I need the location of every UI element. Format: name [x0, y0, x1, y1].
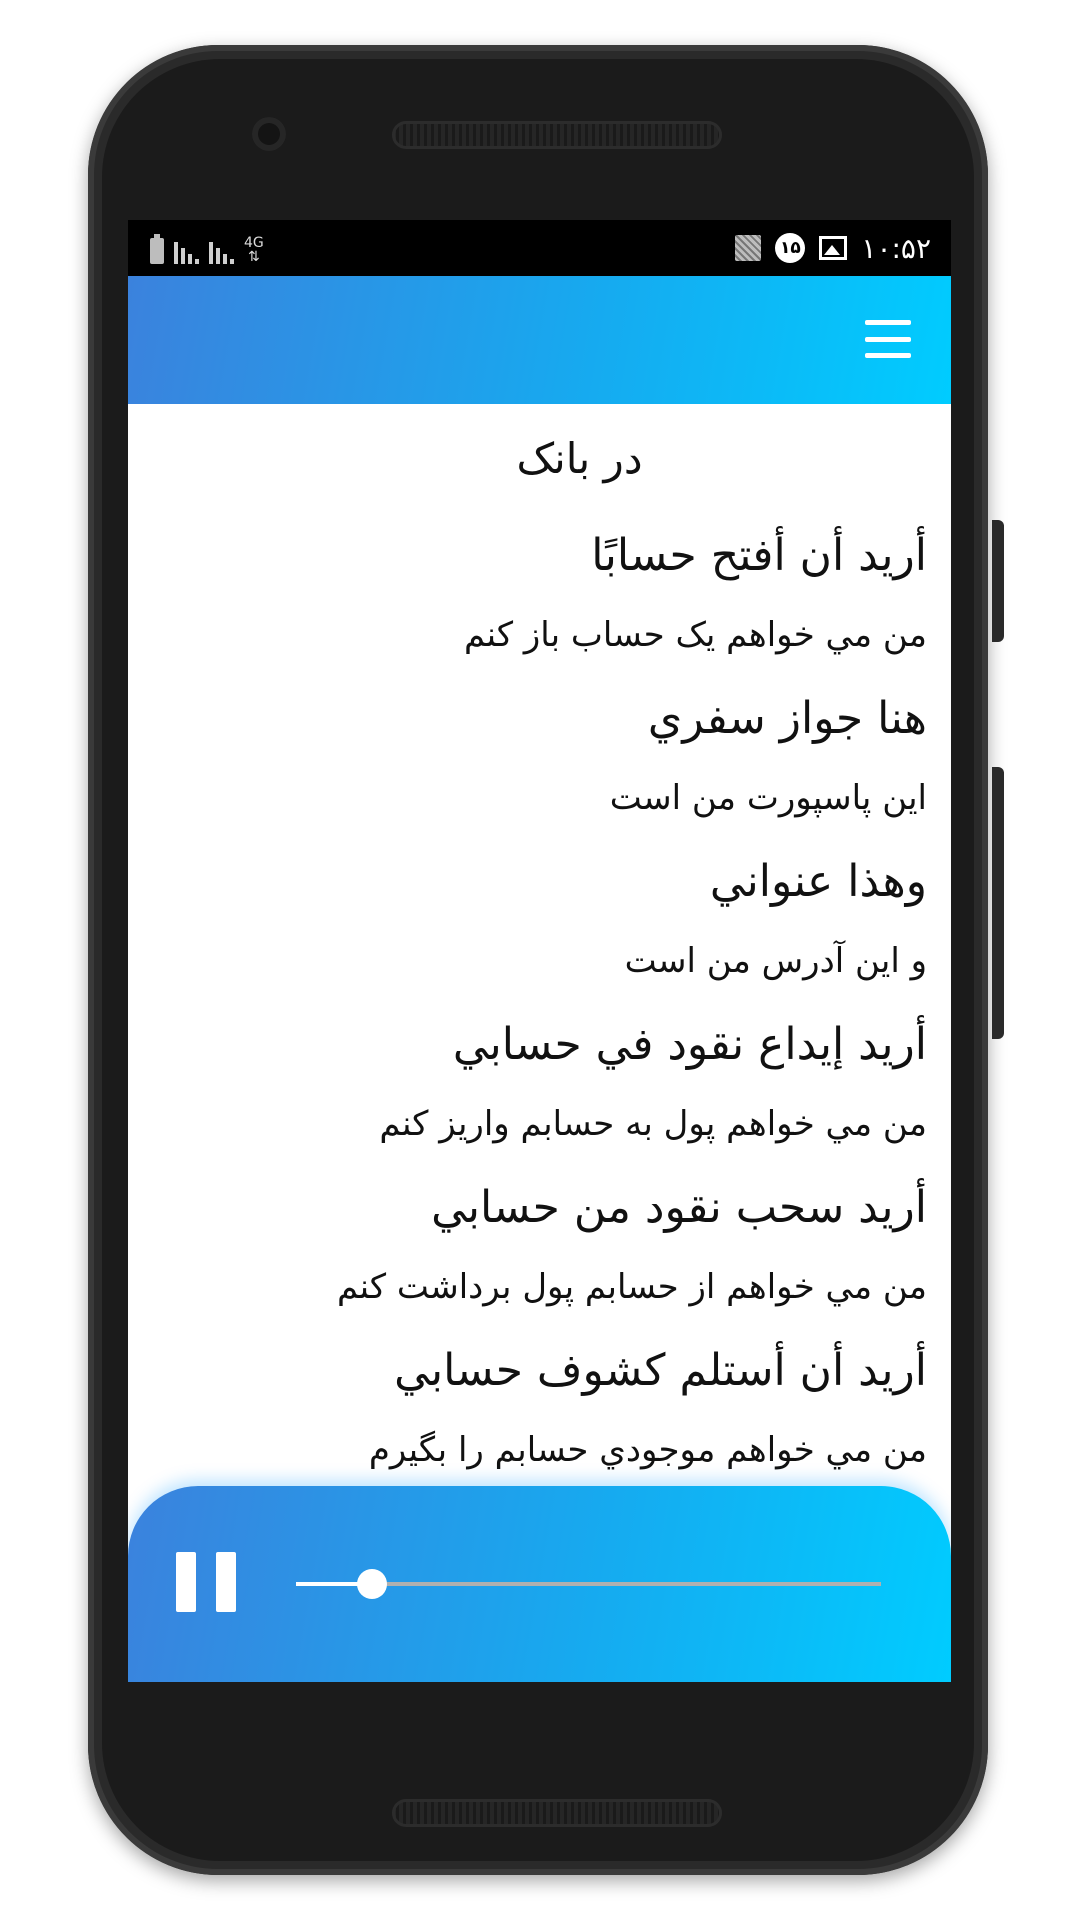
phrase-persian: و اين آدرس من است — [624, 941, 927, 981]
phrase-arabic: هنا جواز سفري — [647, 693, 927, 744]
list-item[interactable] — [138, 1178, 927, 1341]
phrase-arabic: أريد إيداع نقود في حسابي — [452, 1019, 927, 1070]
phrase-list — [138, 526, 927, 1504]
earpiece-speaker — [392, 121, 722, 149]
phrase-persian: من مي خواهم يک حساب باز کنم — [463, 615, 927, 655]
front-camera — [252, 117, 286, 151]
list-item[interactable] — [138, 526, 927, 689]
phrase-arabic: أريد سحب نقود من حسابي — [431, 1182, 927, 1233]
list-item[interactable] — [138, 689, 927, 852]
list-item[interactable] — [138, 852, 927, 1015]
phrase-arabic: أريد أن أفتح حسابًا — [591, 530, 927, 581]
data-arrows-icon: ⇅ — [248, 249, 260, 265]
page-title: در بانک — [516, 434, 643, 483]
volume-button — [992, 520, 1004, 642]
hamburger-menu-icon[interactable] — [865, 320, 911, 358]
notification-badge-icon: ۱۵ — [775, 233, 805, 263]
battery-icon — [150, 238, 164, 264]
pause-icon[interactable] — [176, 1552, 236, 1612]
status-clock: ۱۰:۵۲ — [861, 231, 931, 265]
image-icon — [819, 236, 847, 260]
screen — [128, 220, 951, 1682]
phrase-arabic: أريد أن أستلم كشوف حسابي — [394, 1345, 927, 1396]
phrase-arabic: وهذا عنواني — [709, 856, 927, 907]
status-right — [735, 230, 931, 266]
phrase-persian: اين پاسپورت من است — [609, 778, 927, 818]
seek-bar[interactable] — [296, 1582, 881, 1586]
network-type-label: 4G ⇅ — [244, 235, 264, 265]
status-bar — [128, 220, 951, 276]
sim-icon — [735, 235, 761, 261]
phrase-persian: من مي خواهم موجودي حسابم را بگيرم — [368, 1430, 927, 1470]
list-item[interactable] — [138, 1015, 927, 1178]
content-area — [128, 404, 951, 1504]
list-item[interactable] — [138, 1341, 927, 1504]
audio-player — [128, 1486, 951, 1682]
status-left — [150, 230, 264, 264]
phrase-persian: من مي خواهم از حسابم پول برداشت کنم — [336, 1267, 927, 1307]
power-button — [992, 767, 1004, 1039]
signal-icon — [209, 238, 234, 264]
phrase-persian: من مي خواهم پول به حسابم واريز کنم — [379, 1104, 927, 1144]
app-bar — [128, 276, 951, 404]
signal-icon — [174, 238, 199, 264]
seek-thumb[interactable] — [357, 1569, 387, 1599]
bottom-speaker — [392, 1799, 722, 1827]
